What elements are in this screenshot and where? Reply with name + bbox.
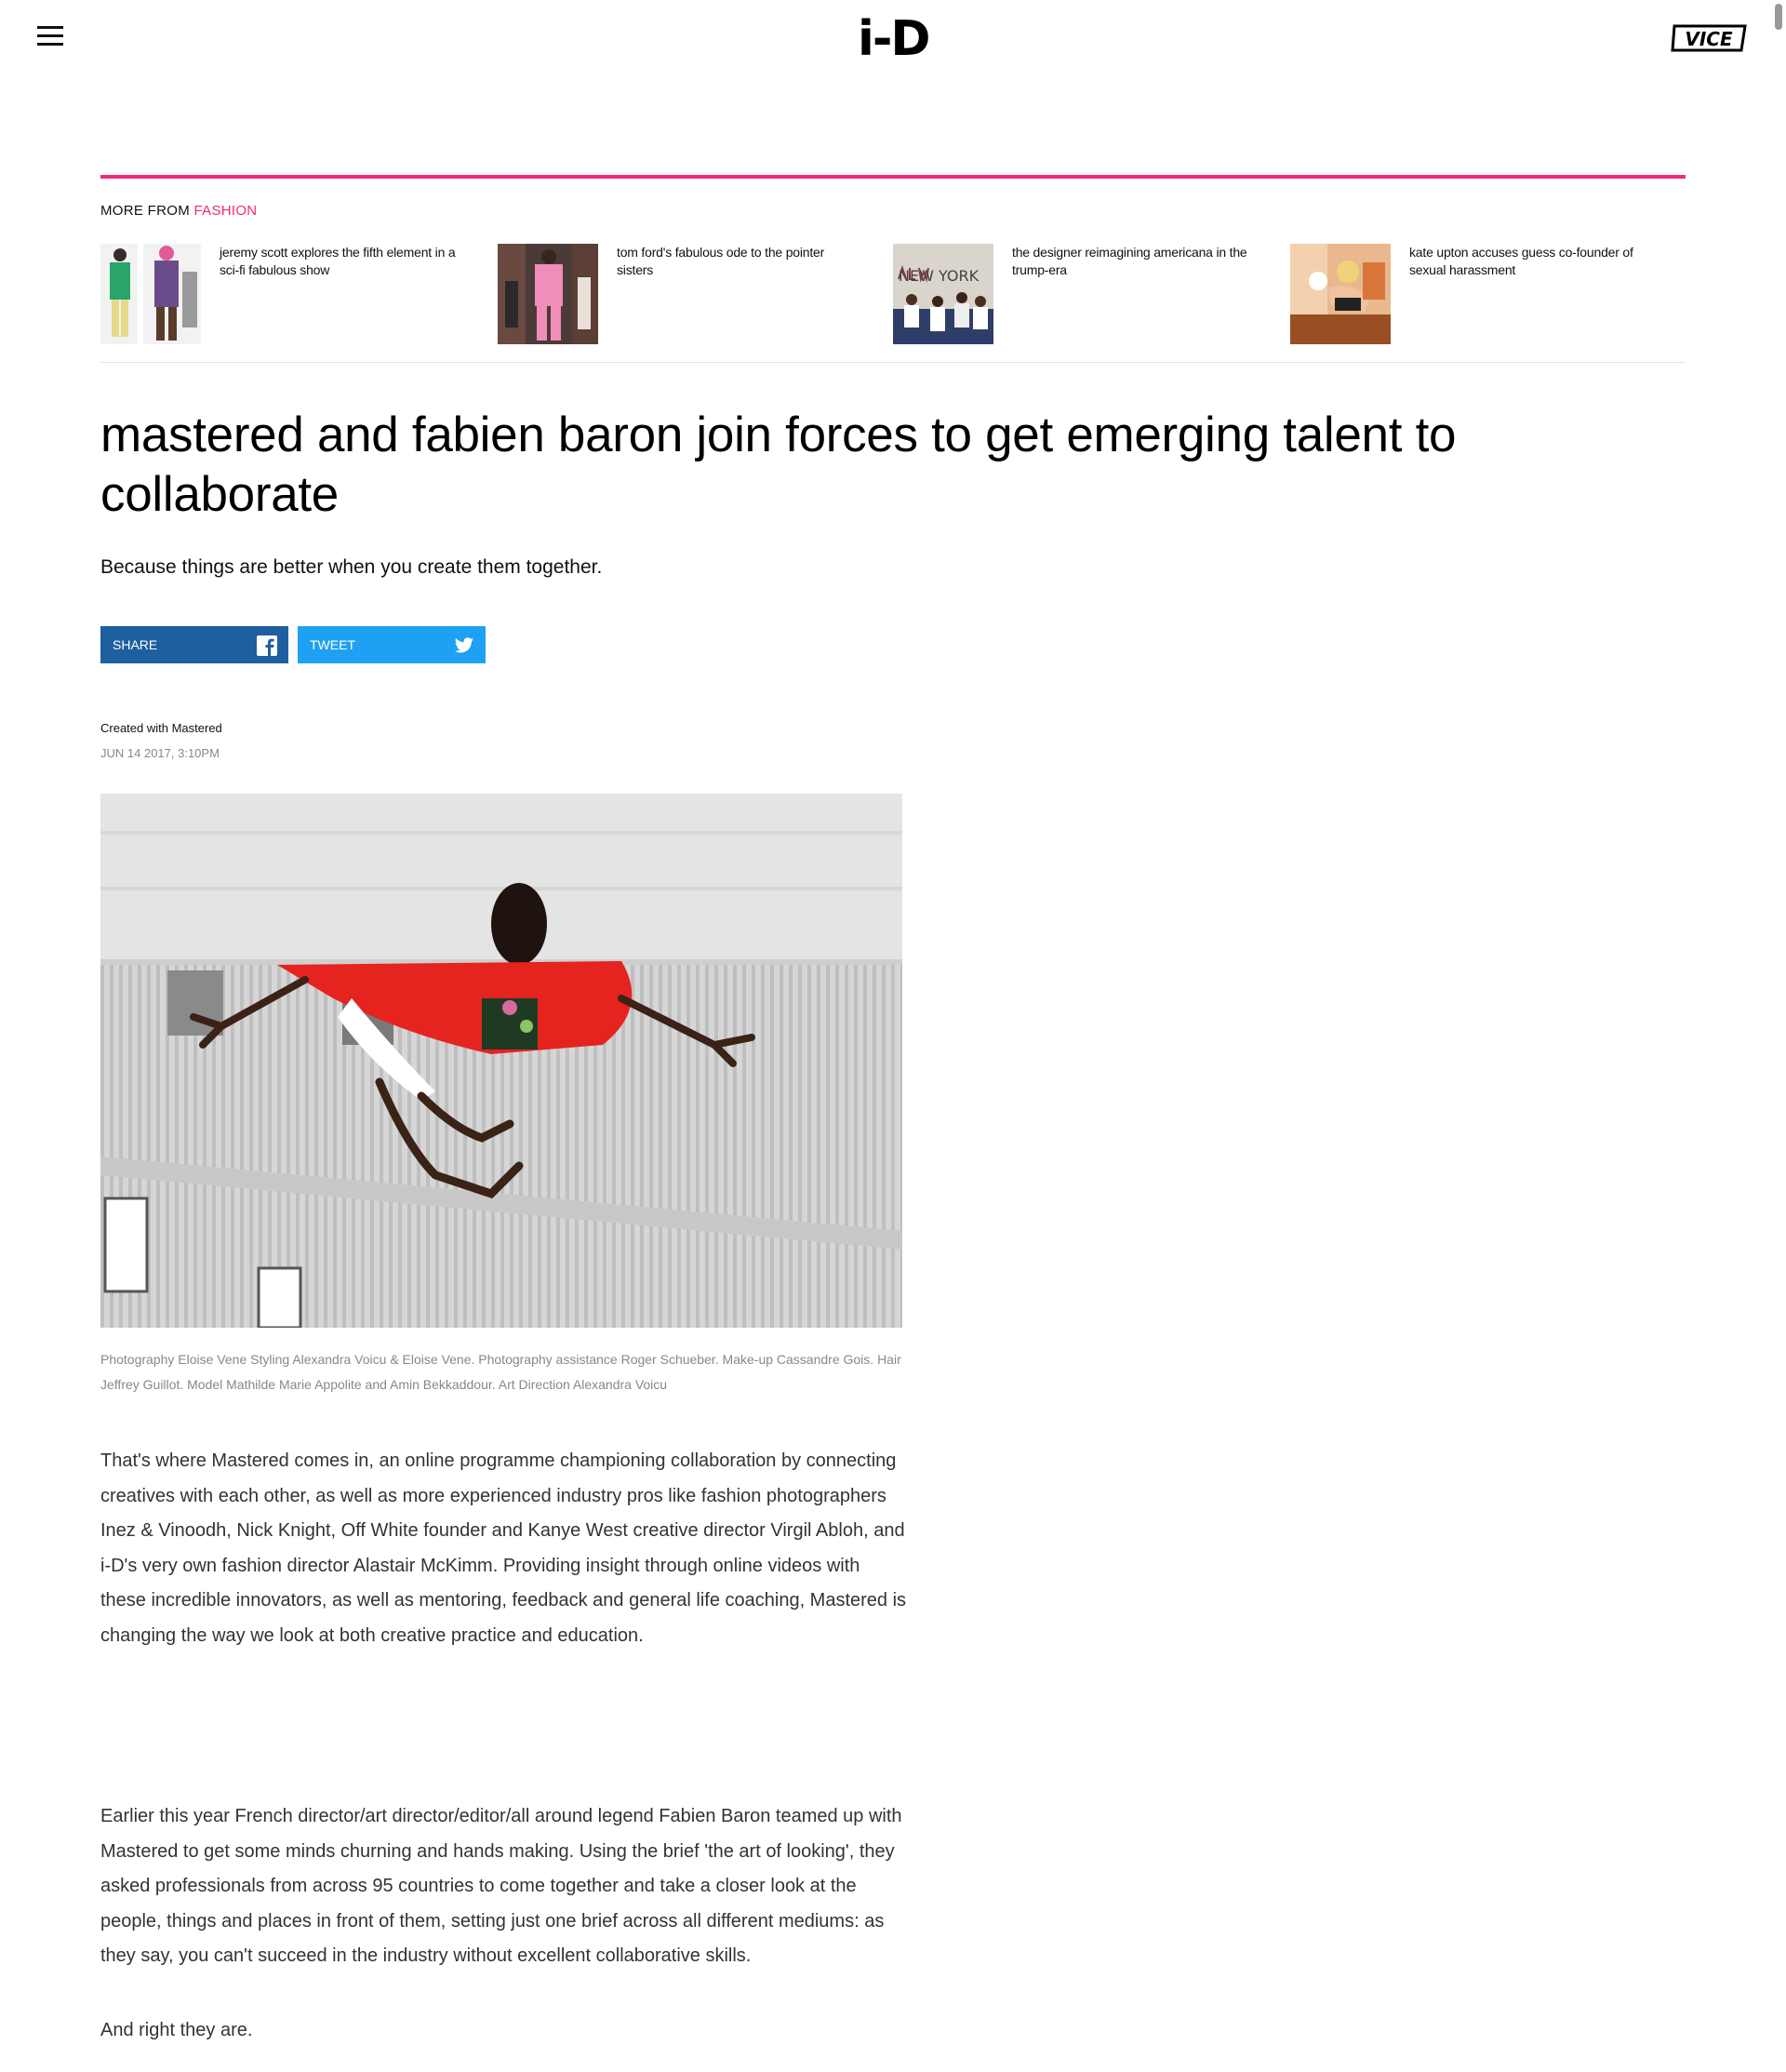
svg-text:NEW YORK: NEW YORK — [899, 267, 980, 285]
related-article[interactable] — [893, 244, 1254, 344]
more-from-section — [100, 175, 1686, 363]
twitter-bird-icon — [454, 635, 474, 656]
facebook-icon — [257, 635, 277, 656]
article-paragraph: And right they are. — [100, 2020, 253, 2040]
more-from-category-link[interactable]: FASHION — [193, 203, 258, 219]
related-article-title[interactable]: kate upton accuses guess co-founder of sexual harassment — [1409, 245, 1633, 277]
more-from-heading — [100, 203, 1686, 219]
related-articles-list — [100, 244, 1686, 346]
related-article-title[interactable]: tom ford's fabulous ode to the pointer sisters — [617, 245, 825, 277]
facebook-share-button[interactable] — [100, 626, 288, 663]
related-article-title[interactable]: jeremy scott explores the fifth element in a sci-fi fabulous show — [220, 245, 456, 277]
related-article[interactable] — [498, 244, 859, 344]
article-paragraph: Earlier this year French director/art director/editor/all around legend Fabien Baron teamed up with Mastered to get some minds churning and hands making. Using the brief 'the art of looking', they asked professionals from across 95 countries to come together and take a closer look at the people, things and places in front of them, setting just one brief across all different mediums: as they say, you can't succeed in the industry without excellent collaborative skills. — [100, 1806, 902, 1966]
article-paragraph: That's where Mastered comes in, an online programme championing collaboration by connecting creatives with each other, as well as more experienced industry pros like fashion photographers Inez & Vinoodh, Nick Knight, Off White founder and Kanye West creative director Virgil Abloh, and i-D's very own fashion director Alastair McKimm. Providing insight through online videos with these incredible innovators, as well as mentoring, feedback and general life coaching, Mastered is changing the way we look at both creative practice and education. — [100, 1450, 907, 1646]
publish-date: JUN 14 2017, 3:10PM — [100, 746, 220, 760]
hamburger-menu-icon[interactable] — [37, 26, 65, 48]
related-article-thumbnail[interactable] — [1290, 244, 1391, 344]
related-article[interactable] — [1290, 244, 1651, 344]
sponsor-credit: Created with Mastered — [100, 721, 222, 735]
hero-image — [100, 794, 902, 1328]
article-headline: mastered and fabien baron join forces to get emerging talent to collaborate — [100, 408, 1457, 522]
related-article[interactable] — [100, 244, 461, 344]
vice-logo[interactable] — [1671, 22, 1749, 54]
article-dek: Because things are better when you create them together. — [100, 556, 603, 578]
related-article-thumbnail[interactable] — [498, 244, 598, 344]
related-article-thumbnail[interactable] — [100, 244, 201, 344]
twitter-tweet-button[interactable] — [298, 626, 486, 663]
scrollbar-thumb[interactable] — [1775, 4, 1782, 30]
image-caption: Photography Eloise Vene Styling Alexandra Voicu & Eloise Vene. Photography assistance Roger Schueber. Make-up Cassandre Gois. Hair Jeffrey Guillot. Model Mathilde Marie Appolite and Amin Bekkaddour. Art Direction Alexandra Voicu — [100, 1352, 901, 1392]
svg-text:VICE: VICE — [1685, 28, 1733, 50]
id-logo[interactable]: i-D — [858, 11, 929, 67]
related-article-thumbnail[interactable] — [893, 244, 993, 344]
share-button-label: SHARE — [113, 637, 158, 652]
site-header — [0, 0, 1786, 78]
tweet-button-label: TWEET — [310, 637, 355, 652]
more-from-prefix: MORE FROM — [100, 203, 191, 219]
related-article-title[interactable]: the designer reimagining americana in the trump-era — [1012, 245, 1247, 277]
